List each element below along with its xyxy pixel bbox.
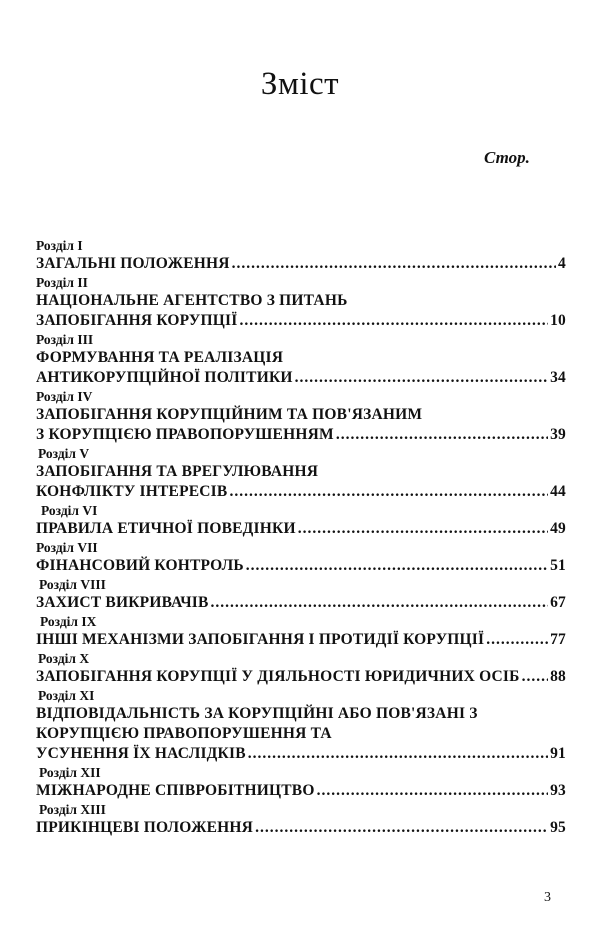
toc-title-text: МІЖНАРОДНЕ СПІВРОБІТНИЦТВО bbox=[36, 782, 315, 799]
toc-page-number: 88 bbox=[550, 668, 566, 685]
dot-leader bbox=[298, 519, 548, 539]
toc-page-number: 34 bbox=[550, 369, 566, 386]
toc-title-text: ЗАГАЛЬНІ ПОЛОЖЕННЯ bbox=[36, 255, 230, 272]
toc-section-label: Розділ IX bbox=[40, 614, 97, 629]
toc-section-label: Розділ X bbox=[38, 651, 90, 666]
toc-title-row bbox=[36, 482, 566, 502]
toc-title-text: ЗАХИСТ ВИКРИВАЧІВ bbox=[36, 594, 209, 611]
toc-title-row bbox=[36, 311, 566, 331]
toc-page-number: 93 bbox=[550, 782, 566, 799]
toc-section-label: Розділ III bbox=[36, 332, 94, 347]
toc-title-text: ФІНАНСОВИЙ КОНТРОЛЬ bbox=[36, 557, 244, 574]
toc-title-text: ПРИКІНЦЕВІ ПОЛОЖЕННЯ bbox=[36, 819, 254, 836]
page-number: 3 bbox=[544, 890, 551, 905]
toc-page-number: 51 bbox=[550, 557, 566, 574]
dot-leader bbox=[248, 744, 548, 764]
toc-entry bbox=[36, 445, 566, 502]
toc-entry bbox=[36, 331, 566, 388]
toc-title-text: З КОРУПЦІЄЮ ПРАВОПОРУШЕННЯМ bbox=[36, 426, 334, 443]
toc-title-line: ЗАПОБІГАННЯ КОРУПЦІЙНИМ ТА ПОВ'ЯЗАНИМ bbox=[36, 406, 423, 423]
toc-title-row bbox=[36, 744, 566, 764]
toc-section-label: Розділ XI bbox=[38, 688, 95, 703]
dot-leader bbox=[317, 781, 548, 801]
toc-section-label: Розділ VII bbox=[36, 540, 98, 555]
toc-entry bbox=[36, 576, 566, 613]
toc-page-number: 4 bbox=[558, 255, 566, 272]
toc-section-label: Розділ XIII bbox=[39, 802, 106, 817]
toc-page-number: 91 bbox=[550, 745, 566, 762]
toc-section-label: Розділ VI bbox=[41, 503, 98, 518]
toc-section-label: Розділ II bbox=[36, 275, 88, 290]
toc-entry bbox=[36, 539, 566, 576]
dot-leader bbox=[486, 630, 548, 650]
toc-entry bbox=[36, 388, 566, 445]
dot-leader bbox=[295, 368, 548, 388]
toc-title-row bbox=[36, 818, 566, 838]
toc-title-line: ВІДПОВІДАЛЬНІСТЬ ЗА КОРУПЦІЙНІ АБО ПОВ'ЯЗАНІ З bbox=[36, 705, 478, 722]
table-of-contents bbox=[36, 237, 566, 838]
toc-title-text: КОНФЛІКТУ ІНТЕРЕСІВ bbox=[36, 483, 228, 500]
dot-leader bbox=[229, 482, 548, 502]
toc-section-label: Розділ VIII bbox=[39, 577, 106, 592]
toc-page-number: 67 bbox=[550, 594, 566, 611]
toc-title-row bbox=[36, 630, 566, 650]
toc-title-row bbox=[36, 519, 566, 539]
toc-page-number: 39 bbox=[550, 426, 566, 443]
dot-leader bbox=[211, 593, 549, 613]
toc-title-line: КОРУПЦІЄЮ ПРАВОПОРУШЕННЯ ТА bbox=[36, 725, 332, 742]
toc-title-line: ЗАПОБІГАННЯ ТА ВРЕГУЛЮВАННЯ bbox=[36, 463, 319, 480]
toc-entry bbox=[36, 764, 566, 801]
toc-section-label: Розділ V bbox=[38, 446, 90, 461]
dot-leader bbox=[522, 667, 548, 687]
toc-title-row bbox=[36, 254, 566, 274]
toc-title-text: ЗАПОБІГАННЯ КОРУПЦІЇ У ДІЯЛЬНОСТІ ЮРИДИЧНИХ ОСІБ bbox=[36, 668, 520, 685]
page-title: Зміст bbox=[260, 66, 340, 102]
toc-title-text: УСУНЕННЯ ЇХ НАСЛІДКІВ bbox=[36, 745, 246, 762]
dot-leader bbox=[246, 556, 548, 576]
toc-section-label: Розділ I bbox=[36, 238, 83, 253]
toc-entry bbox=[36, 237, 566, 274]
toc-entry bbox=[36, 274, 566, 331]
toc-page-number: 10 bbox=[550, 312, 566, 329]
toc-title-row bbox=[36, 593, 566, 613]
toc-title-row bbox=[36, 667, 566, 687]
toc-page-number: 77 bbox=[550, 631, 566, 648]
toc-page-number: 44 bbox=[550, 483, 566, 500]
toc-section-label: Розділ XII bbox=[39, 765, 101, 780]
dot-leader bbox=[255, 818, 548, 838]
toc-title-row bbox=[36, 368, 566, 388]
toc-title-text: ПРАВИЛА ЕТИЧНОЇ ПОВЕДІНКИ bbox=[36, 520, 296, 537]
toc-entry bbox=[36, 801, 566, 838]
toc-entry bbox=[36, 650, 566, 687]
toc-title-row bbox=[36, 425, 566, 445]
toc-page-number: 49 bbox=[550, 520, 566, 537]
toc-page-number: 95 bbox=[550, 819, 566, 836]
toc-entry bbox=[36, 502, 566, 539]
toc-section-label: Розділ IV bbox=[36, 389, 93, 404]
toc-title-line: НАЦІОНАЛЬНЕ АГЕНТСТВО З ПИТАНЬ bbox=[36, 292, 348, 309]
toc-title-row bbox=[36, 556, 566, 576]
toc-title-text: АНТИКОРУПЦІЙНОЇ ПОЛІТИКИ bbox=[36, 369, 293, 386]
toc-title-row bbox=[36, 781, 566, 801]
toc-entry bbox=[36, 613, 566, 650]
toc-entry bbox=[36, 687, 566, 764]
toc-title-text: ІНШІ МЕХАНІЗМИ ЗАПОБІГАННЯ І ПРОТИДІЇ КОРУПЦІЇ bbox=[36, 631, 485, 648]
dot-leader bbox=[239, 311, 548, 331]
dot-leader bbox=[232, 254, 556, 274]
toc-title-text: ЗАПОБІГАННЯ КОРУПЦІЇ bbox=[36, 312, 238, 329]
dot-leader bbox=[336, 425, 548, 445]
page-column-label: Стор. bbox=[484, 148, 530, 167]
toc-title-line: ФОРМУВАННЯ ТА РЕАЛІЗАЦІЯ bbox=[36, 349, 284, 366]
